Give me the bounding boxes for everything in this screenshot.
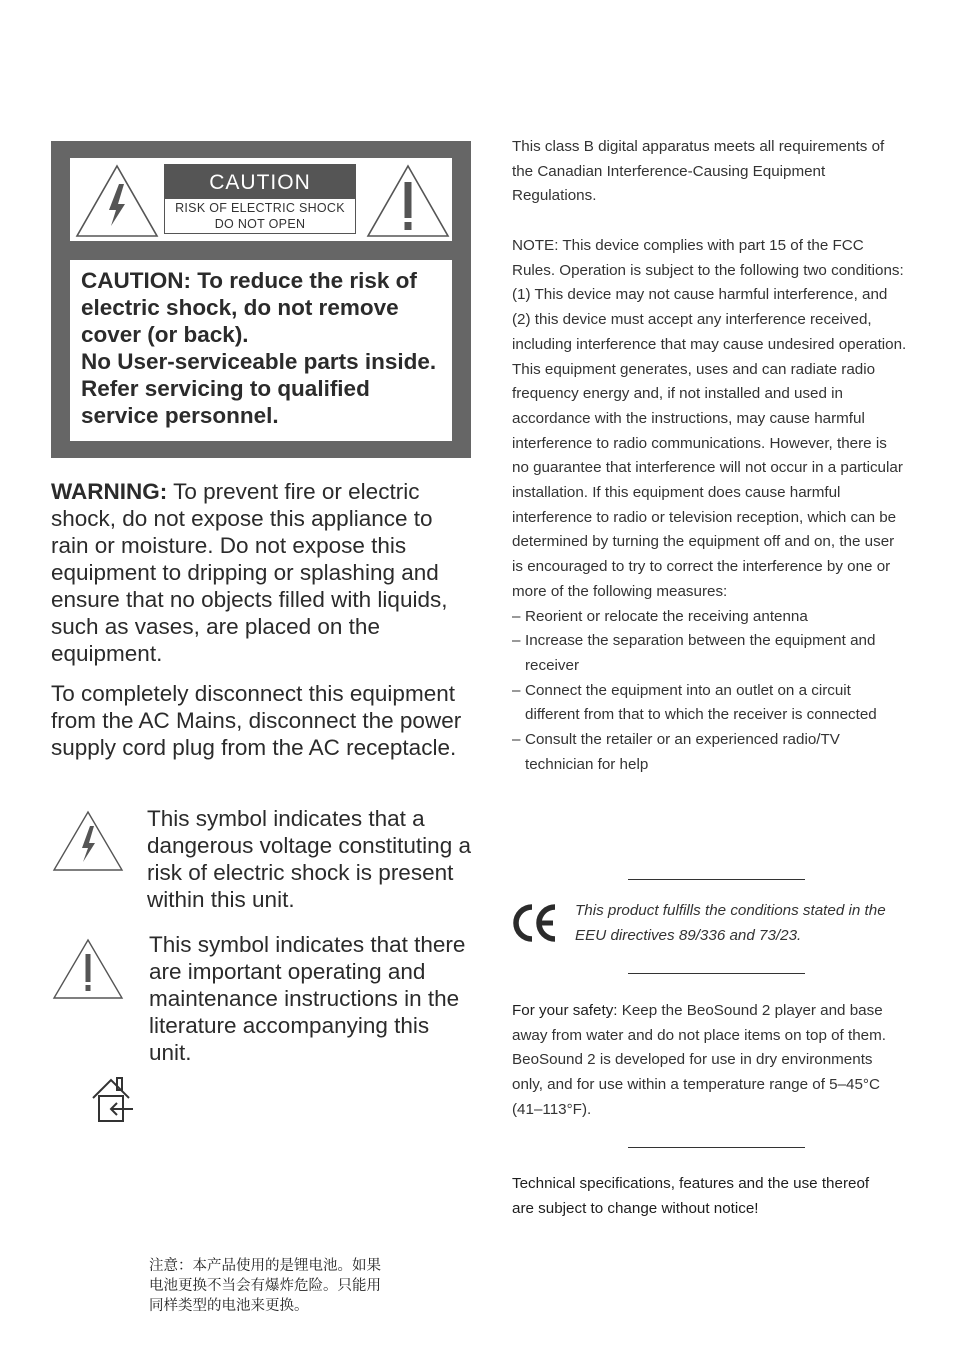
indoor-use-only-icon — [89, 1076, 135, 1124]
caution-line: electric shock, do not remove — [81, 295, 399, 320]
safety-paragraph — [512, 999, 907, 1123]
chinese-battery-notice — [149, 1256, 429, 1316]
ce-mark-logo — [512, 903, 558, 948]
divider — [628, 973, 805, 974]
specs-notice: Technical specifications, features and the use thereof are subject to change without notice! — [512, 1175, 870, 1217]
divider — [628, 879, 805, 880]
measure-text: Connect the equipment into an outlet on a circuit different from that to which the receiver is connected — [525, 681, 877, 724]
disconnect-paragraph: To completely disconnect this equipment from the AC Mains, disconnect the power supply cord plug from the AC receptacle. — [51, 681, 462, 760]
list-item — [512, 679, 907, 728]
chinese-notice-line: 电池更换不当会有爆炸危险。只能用 — [149, 1278, 381, 1294]
caution-line: service personnel. — [81, 403, 279, 428]
measure-text: Increase the separation between the equipment and receiver — [525, 632, 876, 674]
caution-label-line1: RISK OF ELECTRIC SHOCK — [175, 201, 345, 215]
caution-banner — [70, 158, 452, 241]
electric-shock-warning-icon — [75, 164, 159, 238]
exclamation-warning-icon — [366, 164, 450, 238]
warning-paragraph — [51, 478, 466, 667]
chinese-notice-line: 同样类型的电池来更换。 — [149, 1298, 309, 1314]
ce-statement: This product fulfills the conditions stated in the EEU directives 89/336 and 73/23. — [575, 902, 886, 944]
fcc-paragraph: This equipment generates, uses and can radiate radio frequency energy and, if not installed and used in accordance with the instructions, may cause harmful interference to radio communications. However, there is no guarantee that interference will not occur in a particular installation. If this equipment does cause harmful interference to radio or television reception, which can be determined by turning the equipment off and on, the user is encouraged to try to correct the interference by one or more of the following measures: — [512, 360, 903, 600]
caution-label-title: CAUTION — [165, 165, 355, 199]
list-dash: – — [512, 681, 521, 699]
instructions-symbol-text: This symbol indicates that there are important operating and maintenance instructions in the literature accompanying this unit. — [149, 932, 466, 1065]
caution-label-line2: DO NOT OPEN — [214, 217, 306, 231]
caution-panel — [51, 141, 471, 458]
canada-compliance-text: This class B digital apparatus meets all requirements of the Canadian Interference-Causing Equipment Regulations. — [512, 138, 885, 205]
caution-line: Refer servicing to qualified — [81, 376, 370, 401]
warning-text: To prevent fire or electric shock, do not expose this appliance to rain or moisture. Do not expose this equipment to dripping or splashing and ensure that no objects filled with liquids, such as vases, are placed on the equipment. — [51, 479, 448, 666]
caution-line: cover (or back). — [81, 322, 249, 347]
electric-shock-symbol-icon — [52, 810, 124, 872]
list-item — [512, 629, 907, 678]
safety-lead: For your safety: — [512, 1002, 618, 1019]
list-dash: – — [512, 607, 521, 625]
caution-line: CAUTION: To reduce the risk of — [81, 268, 417, 293]
caution-label — [164, 164, 356, 234]
measure-text: Consult the retailer or an experienced radio/TV technician for help — [525, 731, 840, 773]
list-dash: – — [512, 731, 521, 749]
caution-text-box — [70, 260, 452, 441]
divider — [628, 1147, 805, 1148]
chinese-notice-line: 注意：本产品使用的是锂电池。如果 — [149, 1258, 381, 1274]
fcc-note: NOTE: This device complies with part 15 of the FCC Rules. Operation is subject to the following two conditions: (1) This device may not cause harmful interference, and (2) this device must accept any interference received, including interference that may cause undesired operation. — [512, 237, 907, 353]
safety-text: Keep the BeoSound 2 player and base away from water and do not place items on top of them. BeoSound 2 is developed for use in dry environments only, and for use within a temperature range of 5–45°C (41–113°F). — [512, 1002, 886, 1118]
fcc-section — [512, 234, 907, 777]
list-dash: – — [512, 632, 521, 650]
measure-text: Reorient or relocate the receiving antenna — [525, 607, 808, 625]
list-item — [512, 728, 907, 777]
warning-lead: WARNING: — [51, 479, 168, 504]
instructions-symbol-icon — [52, 938, 124, 1000]
voltage-symbol-text: This symbol indicates that a dangerous voltage constituting a risk of electric shock is present within this unit. — [147, 806, 471, 912]
list-item — [512, 605, 907, 630]
caution-line: No User-serviceable parts inside. — [81, 349, 437, 374]
fcc-measures-list — [512, 605, 907, 778]
